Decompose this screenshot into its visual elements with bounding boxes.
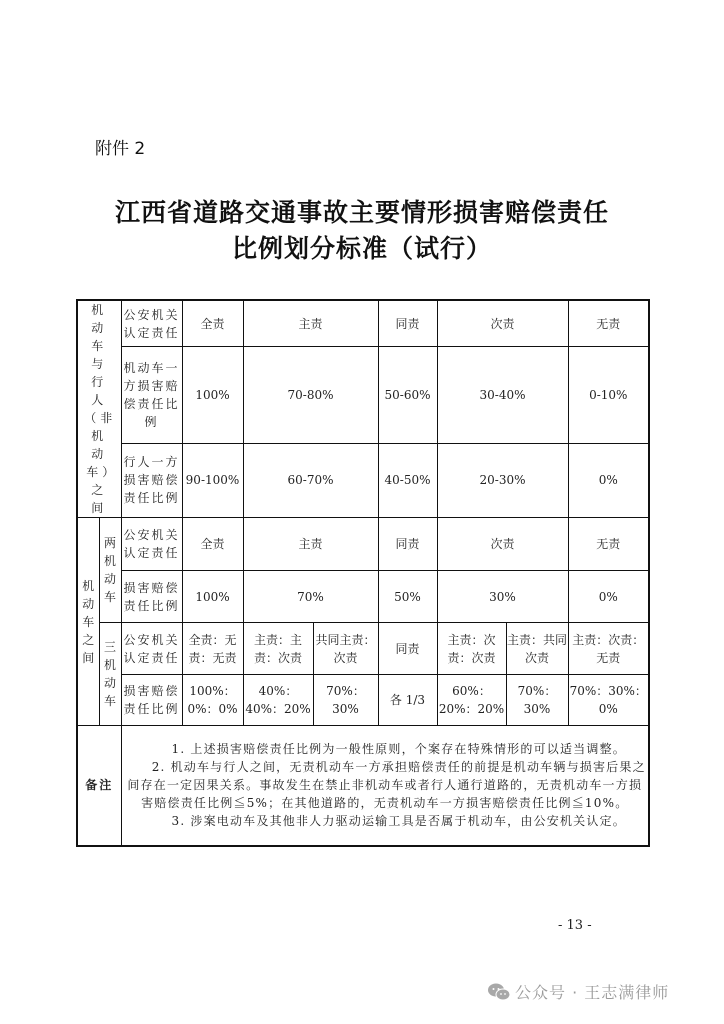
cell: 70%：30%：0% — [568, 675, 649, 726]
cell: 90-100% — [182, 443, 243, 517]
cell: 100%：0%：0% — [182, 675, 243, 726]
cell: 100% — [182, 571, 243, 623]
note-item: 2. 机动车与行人之间，无责机动车一方承担赔偿责任的前提是机动车辆与损害后果之间存在一定因果关系。事故发生在禁止非机动车或者行人通行道路的，无责机动车一方损害赔偿责任比例≦5%；在其他道路的，无责机动车一方损害赔偿责任比例≦10%。 — [127, 760, 646, 811]
note-item: 3. 涉案电动车及其他非人力驱动运输工具是否属于机动车，由公安机关认定。 — [171, 814, 626, 829]
cell: 30% — [437, 571, 568, 623]
cell: 主责：次责：无责 — [568, 623, 649, 675]
cell: 主责 — [243, 518, 378, 571]
cell: 40%： 40%：20% — [243, 675, 313, 726]
sub-label-three-vehicles: 三机动车 — [99, 623, 121, 726]
sub-label-two-vehicles: 两机动车 — [99, 518, 121, 623]
table-row — [77, 443, 649, 517]
cell: 70%： 30% — [506, 675, 568, 726]
cell: 次责 — [437, 518, 568, 571]
row-label: 机动车一方损害赔偿责任比例 — [121, 347, 182, 443]
row-label: 公安机关认定责任 — [121, 300, 182, 347]
row-label: 行人一方损害赔偿责任比例 — [121, 443, 182, 517]
note-item: 1. 上述损害赔偿责任比例为一般性原则，个案存在特殊情形的可以适当调整。 — [171, 742, 626, 757]
cell: 100% — [182, 347, 243, 443]
cell: 0-10% — [568, 347, 649, 443]
wechat-icon — [487, 982, 511, 1002]
cell: 0% — [568, 443, 649, 517]
cell: 共同主责：次责 — [313, 623, 378, 675]
cell: 主责：主责：次责 — [243, 623, 313, 675]
watermark — [487, 980, 669, 1003]
cell: 主责：共同次责 — [506, 623, 568, 675]
cell: 同责 — [378, 623, 437, 675]
cell: 70-80% — [243, 347, 378, 443]
notes-content — [121, 726, 649, 846]
cell: 50-60% — [378, 347, 437, 443]
page-number: - 13 - — [558, 918, 592, 933]
cell: 各 1/3 — [378, 675, 437, 726]
watermark-text: 公众号 · 王志满律师 — [515, 983, 670, 1002]
cell: 次责 — [437, 300, 568, 347]
cell: 0% — [568, 571, 649, 623]
cell: 40-50% — [378, 443, 437, 517]
cell: 60-70% — [243, 443, 378, 517]
table-row — [77, 518, 649, 571]
cell: 50% — [378, 571, 437, 623]
table-row — [77, 347, 649, 443]
row-label: 公安机关认定责任 — [121, 623, 182, 675]
cell: 20-30% — [437, 443, 568, 517]
table-row — [77, 300, 649, 347]
row-label: 损害赔偿责任比例 — [121, 675, 182, 726]
cell: 同责 — [378, 300, 437, 347]
liability-ratio-table — [76, 299, 650, 847]
document-title-line1: 江西省道路交通事故主要情形损害赔偿责任 — [114, 198, 609, 227]
cell: 全责 — [182, 300, 243, 347]
group-label-between-vehicles: 机动车之间 — [77, 518, 99, 726]
row-label: 损害赔偿责任比例 — [121, 571, 182, 623]
cell: 60%：20%：20% — [437, 675, 506, 726]
table-row — [77, 623, 649, 675]
cell: 无责 — [568, 518, 649, 571]
cell: 30-40% — [437, 347, 568, 443]
document-title-line2: 比例划分标准（试行） — [231, 234, 492, 263]
cell: 全责：无责：无责 — [182, 623, 243, 675]
table-row — [77, 571, 649, 623]
cell: 70%： 30% — [313, 675, 378, 726]
cell: 70% — [243, 571, 378, 623]
cell: 全责 — [182, 518, 243, 571]
attachment-label: 附件 2 — [95, 139, 146, 159]
group-label-vehicle-pedestrian: 机动车与行人（非机动车）之间 — [77, 300, 121, 518]
cell: 主责 — [243, 300, 378, 347]
cell: 无责 — [568, 300, 649, 347]
table-row — [77, 675, 649, 726]
table-row-notes — [77, 726, 649, 846]
cell: 主责：次责：次责 — [437, 623, 506, 675]
row-label: 公安机关认定责任 — [121, 518, 182, 571]
notes-label: 备注 — [77, 726, 121, 846]
cell: 同责 — [378, 518, 437, 571]
